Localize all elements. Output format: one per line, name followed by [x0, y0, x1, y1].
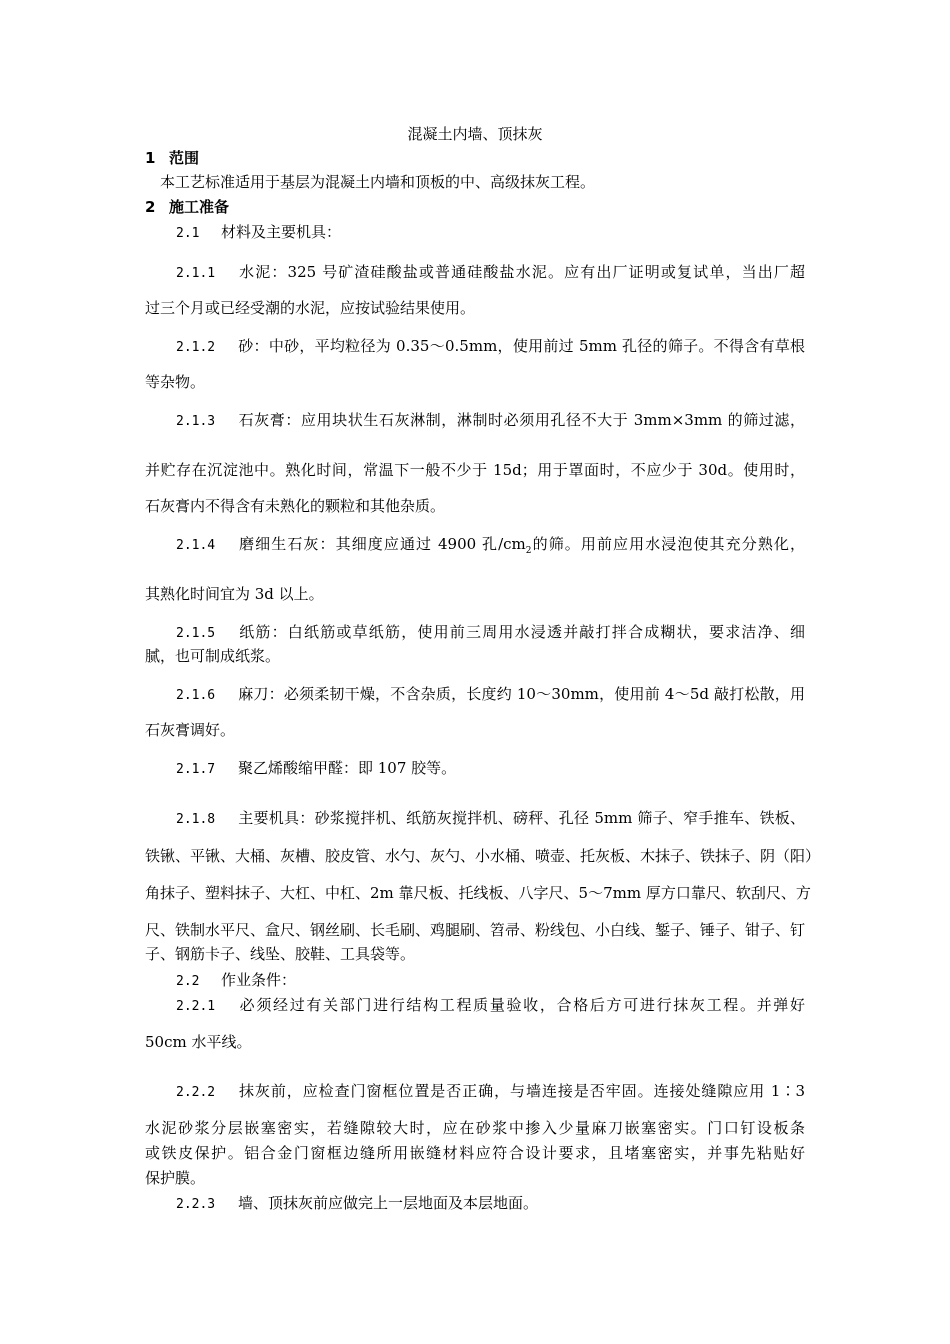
item-2-2-3 [176, 1193, 538, 1215]
item-2-1-6-cont: 石灰膏调好。 [145, 721, 236, 739]
section-1-text: 本工艺标准适用于基层为混凝土内墙和顶板的中、高级抹灰工程。 [160, 173, 596, 191]
item-2-1-1-cont: 过三个月或已经受潮的水泥，应按试验结果使用。 [145, 299, 476, 317]
item-number: 2.1.4 [176, 538, 216, 553]
item-2-1-1 [176, 262, 805, 284]
item-number: 2.1.2 [176, 340, 216, 355]
item-2-1-2-cont: 等杂物。 [145, 373, 206, 391]
item-2-1-5-cont: 腻，也可制成纸浆。 [145, 647, 281, 665]
item-2-1-5 [176, 622, 805, 644]
item-2-1-7 [176, 758, 456, 780]
item-number: 2.1.3 [176, 414, 216, 429]
item-2-2-2-cont2: 或铁皮保护。铝合金门窗框边缝所用嵌缝材料应符合设计要求，且堵塞密实，并事先粘贴好 [145, 1144, 805, 1162]
section-number: 2 [145, 198, 156, 216]
item-number: 2.2.2 [176, 1085, 216, 1100]
item-2-1-8-cont2: 角抹子、塑料抹子、大杠、中杠、2m 靠尺板、托线板、八字尺、5～7mm 厚方口靠尺、软刮尺、方 [145, 884, 811, 902]
item-text: 墙、顶抹灰前应做完上一层地面及本层地面。 [238, 1194, 539, 1212]
item-2-1-4 [176, 534, 805, 561]
item-text: 纸筋：白纸筋或草纸筋，使用前三周用水浸透并敲打拌合成糊状，要求洁净、细 [238, 623, 805, 641]
item-2-1-3 [176, 410, 805, 432]
item-2-1-3-cont: 并贮存在沉淀池中。熟化时间，常温下一般不少于 15d；用于罩面时，不应少于 30d。使用时， [145, 461, 805, 479]
item-2-1-6 [176, 684, 805, 706]
item-number: 2.1.7 [176, 762, 216, 777]
item-number: 2.1 [176, 226, 200, 241]
section-title: 施工准备 [169, 198, 230, 216]
item-text: 水泥：325 号矿渣硅酸盐或普通硅酸盐水泥。应有出厂证明或复试单，当出厂超 [238, 263, 805, 281]
item-2-1-8-cont4: 子、钢筋卡子、线坠、胶鞋、工具袋等。 [145, 945, 416, 963]
subsection-2-2 [176, 970, 296, 992]
item-text: 砂：中砂，平均粒径为 0.35～0.5mm，使用前过 5mm 孔径的筛子。不得含有草根 [238, 337, 805, 355]
item-number: 2.1.8 [176, 812, 216, 827]
item-2-1-4-cont: 其熟化时间宜为 3d 以上。 [145, 585, 324, 603]
item-number: 2.2.1 [176, 999, 216, 1014]
item-2-1-3-cont2: 石灰膏内不得含有未熟化的颗粒和其他杂质。 [145, 497, 446, 515]
page-title: 混凝土内墙、顶抹灰 [407, 125, 543, 143]
item-2-2-2-cont3: 保护膜。 [145, 1169, 206, 1187]
item-text: 聚乙烯酸缩甲醛：即 107 胶等。 [238, 759, 457, 777]
item-2-2-2 [176, 1081, 805, 1103]
item-text: 必须经过有关部门进行结构工程质量验收，合格后方可进行抹灰工程。并弹好 [238, 996, 805, 1014]
item-number: 2.1.1 [176, 266, 216, 281]
item-text: 磨细生石灰：其细度应通过 4900 孔$/cm_2$的筛。用前应用水浸泡使其充分熟化， [238, 535, 805, 556]
section-title: 范围 [169, 149, 200, 167]
item-number: 2.1.5 [176, 626, 216, 641]
section-number: 1 [145, 149, 156, 167]
item-2-1-2 [176, 336, 805, 358]
item-text: 材料及主要机具： [221, 223, 342, 241]
item-text: 麻刀：必须柔韧干燥，不含杂质，长度约 10～30mm，使用前 4～5d 敲打松散，用 [238, 685, 805, 703]
item-2-1-8 [176, 808, 805, 830]
section-2-heading [145, 197, 229, 217]
item-2-2-1-cont: 50cm 水平线。 [145, 1033, 252, 1051]
subsection-2-1 [176, 222, 341, 244]
item-2-2-2-cont: 水泥砂浆分层嵌塞密实，若缝隙较大时，应在砂浆中掺入少量麻刀嵌塞密实。门口钉设板条 [145, 1119, 805, 1137]
item-number: 2.2 [176, 974, 200, 989]
item-2-1-8-cont3: 尺、铁制水平尺、盒尺、钢丝刷、长毛刷、鸡腿刷、笤帚、粉线包、小白线、錾子、锤子、钳子、钉 [145, 921, 806, 939]
item-text: 抹灰前，应检查门窗框位置是否正确，与墙连接是否牢固。连接处缝隙应用 1∶3 [238, 1082, 805, 1100]
section-1-heading [145, 148, 199, 168]
item-2-2-1 [176, 995, 805, 1017]
item-text: 作业条件： [221, 971, 297, 989]
item-number: 2.2.3 [176, 1197, 216, 1212]
item-2-1-8-cont: 铁锹、平锹、大桶、灰槽、胶皮管、水勺、灰勺、小水桶、喷壶、托灰板、木抹子、铁抹子、阴（阳） [145, 847, 821, 865]
item-text: 石灰膏：应用块状生石灰淋制，淋制时必须用孔径不大于 3mm×3mm 的筛过滤， [238, 411, 805, 429]
item-text: 主要机具：砂浆搅拌机、纸筋灰搅拌机、磅秤、孔径 5mm 筛子、窄手推车、铁板、 [238, 809, 805, 827]
item-number: 2.1.6 [176, 688, 216, 703]
